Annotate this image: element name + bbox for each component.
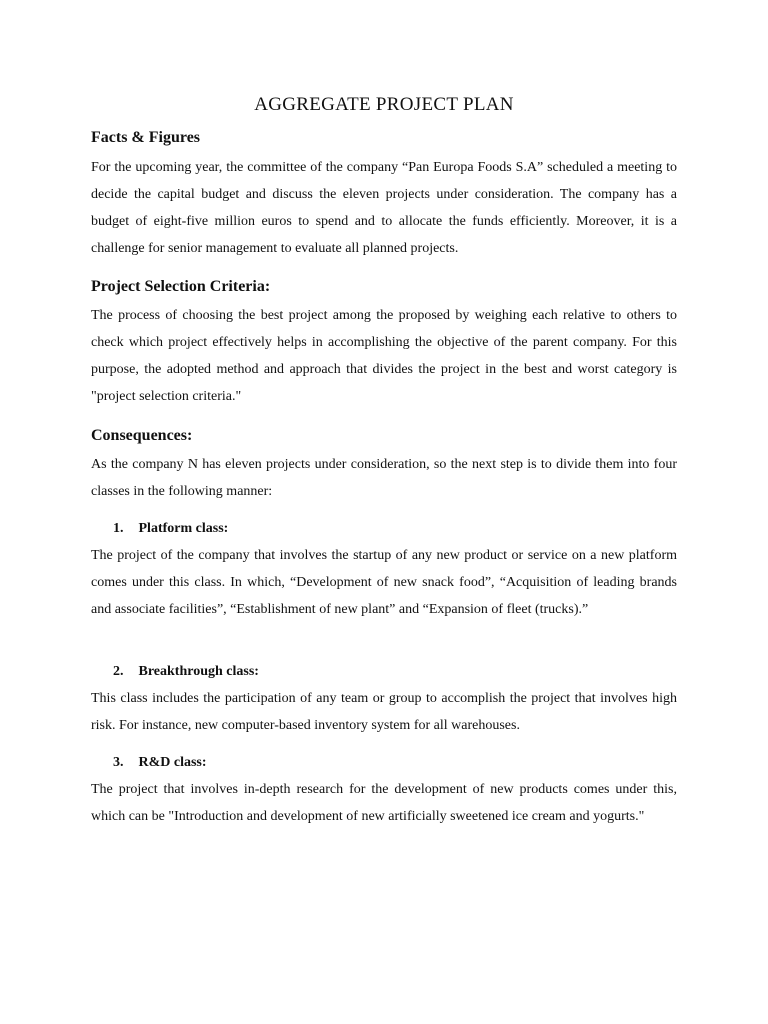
class-number: 2. xyxy=(113,664,124,679)
class-paragraph-platform: The project of the company that involves the startup of any new product or service on a new platform comes under this class. In which, “Development of new snack food”, “Acquisition of leading brands and associate facilities”, “Establishment of new plant” and “Expansion of fleet (trucks).” xyxy=(91,548,677,617)
class-item-rnd xyxy=(113,753,207,773)
class-paragraph-rnd: The project that involves in-depth research for the development of new products comes under this, which can be "Introduction and development of new artificially sweetened ice cream and yogurts." xyxy=(91,782,677,824)
section-heading-consequences: Consequences: xyxy=(91,427,193,444)
class-number: 1. xyxy=(113,521,124,536)
document-title: AGGREGATE PROJECT PLAN xyxy=(254,94,514,115)
class-paragraph-breakthrough: This class includes the participation of any team or group to accomplish the project that involves high risk. For instance, new computer-based inventory system for all warehouses. xyxy=(91,691,677,733)
section-heading-facts-figures: Facts & Figures xyxy=(91,129,201,146)
section-paragraph-selection-criteria: The process of choosing the best project among the proposed by weighing each relative to others to check which project effectively helps in accomplishing the objective of the parent company. For this purpose, the adopted method and approach that divides the project in the best and worst category is "project selection criteria." xyxy=(91,308,677,404)
class-number: 3. xyxy=(113,755,124,770)
class-label: Platform class: xyxy=(138,521,229,536)
section-heading-selection-criteria: Project Selection Criteria: xyxy=(91,278,271,295)
class-label: R&D class: xyxy=(138,755,207,770)
section-paragraph-consequences: As the company N has eleven projects under consideration, so the next step is to divide them into four classes in the following manner: xyxy=(91,457,677,499)
class-label: Breakthrough class: xyxy=(138,664,259,679)
class-item-breakthrough xyxy=(113,662,259,682)
section-paragraph-facts-figures: For the upcoming year, the committee of the company “Pan Europa Foods S.A” scheduled a meeting to decide the capital budget and discuss the eleven projects under consideration. The company has a budget of eight-five million euros to spend and to allocate the funds efficiently. Moreover, it is a challenge for senior management to evaluate all planned projects. xyxy=(91,160,677,256)
class-item-platform xyxy=(113,519,228,539)
